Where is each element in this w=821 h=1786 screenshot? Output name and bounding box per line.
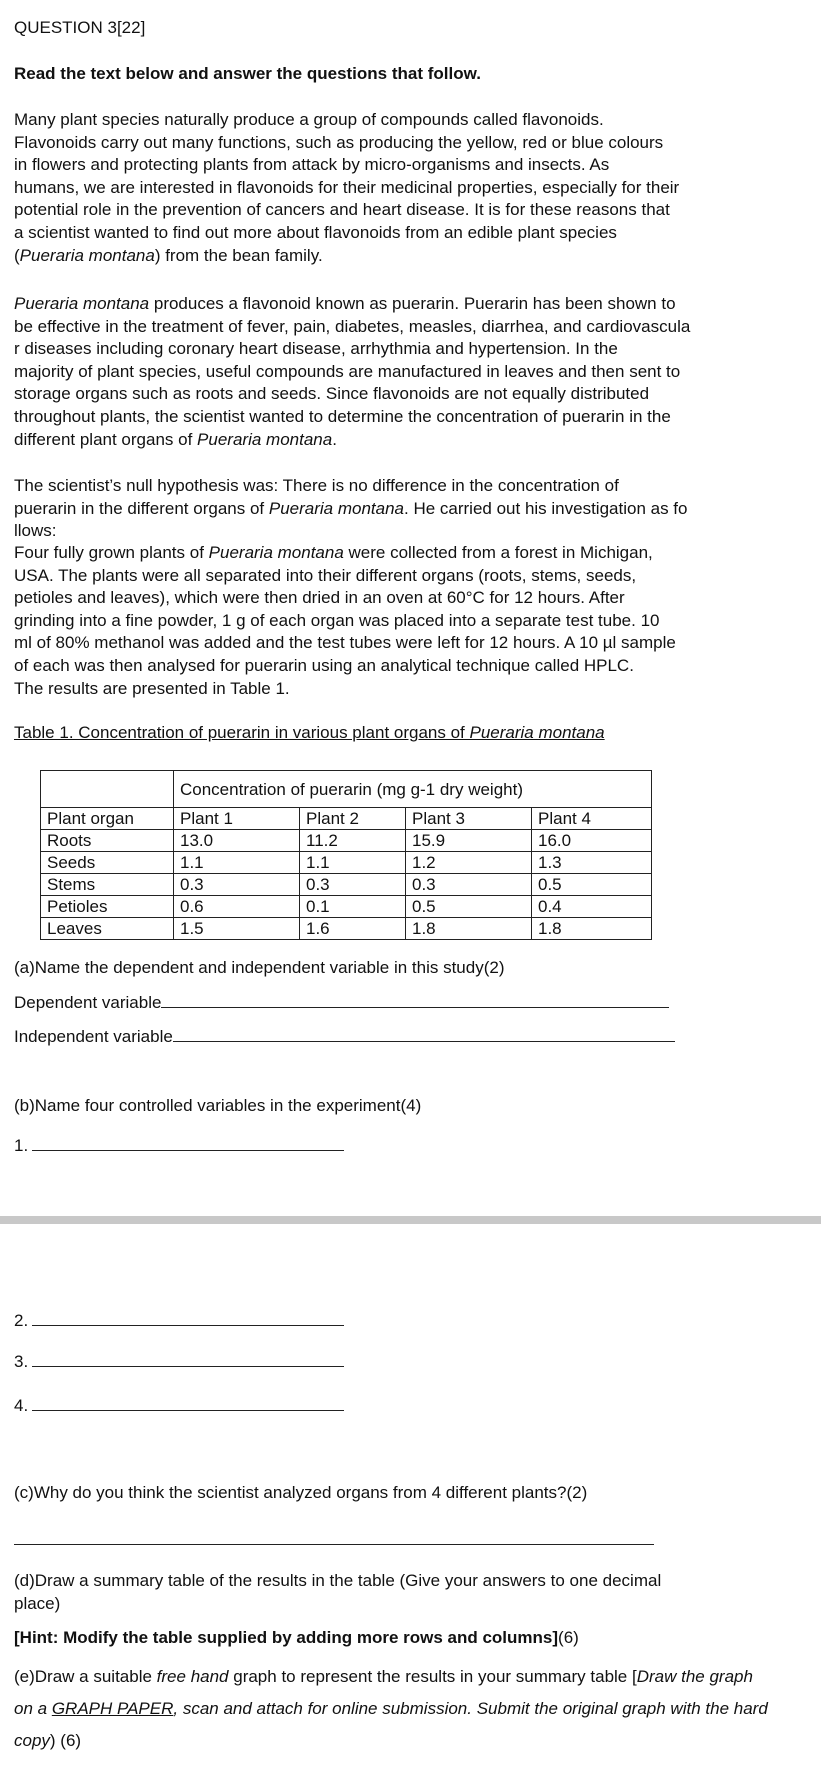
table-cell: Roots	[41, 830, 174, 852]
table-row	[41, 830, 652, 852]
paragraph-2: Pueraria montana produces a flavonoid known as puerarin. Puerarin has been shown to be effective in the treatment of fever, pain, diabetes, measles, diarrhea, and cardiovascula r diseases including coronary heart disease, arrhythmia and hypertension. In the majority of plant species, useful compounds are manufactured in leaves and then sent to storage organs such as roots and seeds. Since flavonoids are not equally distributed throughout plants, the scientist wanted to determine the concentration of puerarin in the different plant organs of Pueraria montana.	[14, 294, 691, 449]
table-cell: 1.5	[174, 918, 300, 940]
dependent-label: Dependent variable	[14, 993, 162, 1012]
species-name: Pueraria montana	[14, 294, 150, 313]
answer-line-2[interactable]	[32, 1311, 344, 1326]
answer-line-4[interactable]	[32, 1396, 344, 1411]
question-e-instruction: Draw the graph on a	[14, 1667, 753, 1718]
question-c-answer-line[interactable]	[14, 1530, 654, 1545]
paragraph-1-text: Many plant species naturally produce a group of compounds called flavonoids. Flavonoids carry out many functions, such as producing the yellow, red or blue colours in flowers and protecting plants from attack by micro-organisms and insects. As humans, we are interested in flavonoids for their medicinal properties, especially for their potential role in the prevention of cancers and heart disease. It is for these reasons that a scientist wanted to find out more about flavonoids from an edible plant species	[14, 110, 680, 242]
table-cell: 0.3	[406, 874, 532, 896]
table-cell: 1.8	[406, 918, 532, 940]
paragraph-3-end: . He carried out his investigation as fo llows:	[14, 498, 688, 541]
controlled-variable-1	[14, 1136, 344, 1156]
item-number: 4.	[14, 1396, 29, 1415]
puerarin-table	[40, 770, 652, 940]
paragraph-1-end: ) from the bean family.	[154, 245, 323, 265]
table-cell: 0.6	[174, 896, 300, 918]
table-cell: 13.0	[174, 830, 300, 852]
table-cell: 0.1	[300, 896, 406, 918]
species-name: Pueraria montana	[208, 543, 344, 562]
table-cell: 1.1	[174, 852, 300, 874]
dependent-answer-line[interactable]	[161, 993, 669, 1008]
table-corner-cell	[41, 771, 174, 808]
table-cell: 16.0	[532, 830, 652, 852]
paragraph-3-text: The scientist’s null hypothesis was: There is no difference in the concentration of puerarin in the different organs of	[14, 476, 619, 518]
hint-text: [Hint: Modify the table supplied by adding more rows and columns]	[14, 1628, 559, 1647]
table-header-cell: Plant 2	[300, 808, 406, 830]
paragraph-3	[14, 475, 774, 543]
table-cell: Seeds	[41, 852, 174, 874]
hint-row	[14, 1628, 579, 1648]
question-e-text-2: graph to represent the results in your summary table [	[228, 1667, 637, 1686]
table-row	[41, 852, 652, 874]
table-cell: Stems	[41, 874, 174, 896]
species-name: Pueraria montana	[469, 723, 605, 742]
table-header-cell: Plant 1	[174, 808, 300, 830]
question-a: (a)Name the dependent and independent variable in this study(2)	[14, 958, 505, 977]
species-name: Pueraria montana	[268, 498, 404, 518]
table-header-row	[41, 808, 652, 830]
table-cell: 11.2	[300, 830, 406, 852]
paragraph-4	[14, 542, 774, 700]
table-cell: Leaves	[41, 918, 174, 940]
independent-answer-row	[14, 1027, 675, 1047]
table-header-cell: Plant organ	[41, 808, 174, 830]
paragraph-1: Many plant species naturally produce a group of compounds called flavonoids. Flavonoids carry out many functions, such as producing the yellow, red or blue colours in flowers and protecting plants from attack by micro-organisms and insects. As humans, we are interested in flavonoids for their medicinal properties, especially for their potential role in the prevention of cancers and heart disease. It is for these reasons that a scientist wanted to find out more about flavonoids from an edible plant species (Pueraria montana) from the bean family.	[14, 110, 680, 265]
question-b: (b)Name four controlled variables in the experiment(4)	[14, 1096, 422, 1115]
table-row	[41, 874, 652, 896]
dependent-answer-row	[14, 993, 669, 1013]
table-cell: 1.8	[532, 918, 652, 940]
answer-line-3[interactable]	[32, 1352, 344, 1367]
table-cell: 0.3	[300, 874, 406, 896]
table-cell: 15.9	[406, 830, 532, 852]
hint-marks: (6)	[558, 1628, 579, 1647]
paragraph-4-text: Four fully grown plants of	[14, 543, 209, 562]
independent-label: Independent variable	[14, 1027, 173, 1046]
table-cell: 1.2	[406, 852, 532, 874]
table-caption	[14, 723, 605, 743]
item-number: 2.	[14, 1311, 29, 1330]
paragraph-4-end: were collected from a forest in Michigan, USA. The plants were all separated into their different organs (roots, stems, seeds, petioles and leaves), which were then dried in an oven at 60°C for 12 hours. After grinding into a fine powder, 1 g of each organ was placed into a separate test tube. 10 ml of 80% methanol was added and the test tubes were left for 12 hours. A 10 µl sample of each was then analysed for puerarin using an analytical technique called HPLC. The results are presented in Table 1.	[14, 543, 676, 698]
question-title: QUESTION 3[22]	[14, 18, 146, 37]
instruction: Read the text below and answer the questions that follow.	[14, 64, 481, 83]
table-cell: 1.3	[532, 852, 652, 874]
species-name: Pueraria montana	[19, 245, 155, 265]
question-d: (d)Draw a summary table of the results in the table (Give your answers to one decimal place)	[14, 1571, 662, 1613]
question-e-marks: ) (6)	[49, 1731, 82, 1750]
table-cell: 0.4	[532, 896, 652, 918]
table-cell: 1.6	[300, 918, 406, 940]
controlled-variable-3	[14, 1352, 344, 1372]
table-cell: 0.3	[174, 874, 300, 896]
table-group-header: Concentration of puerarin (mg g-1 dry weight)	[174, 771, 652, 808]
independent-answer-line[interactable]	[173, 1027, 675, 1042]
question-e-text: (e)Draw a suitable	[14, 1667, 157, 1686]
paragraph-2-text: produces a flavonoid known as puerarin. Puerarin has been shown to be effective in the treatment of fever, pain, diabetes, measles, diarrhea, and cardiovascula r diseases including coronary heart disease, arrhythmia and hypertension. In the majority of plant species, useful compounds are manufactured in leaves and then sent to storage organs such as roots and seeds. Since flavonoids are not equally distributed throughout plants, the scientist wanted to determine the concentration of puerarin in the different plant organs of	[14, 294, 691, 449]
page-separator	[0, 1216, 821, 1224]
question-c: (c)Why do you think the scientist analyzed organs from 4 different plants?(2)	[14, 1483, 588, 1502]
item-number: 3.	[14, 1352, 29, 1371]
table-caption-text: Table 1. Concentration of puerarin in various plant organs of	[14, 723, 470, 742]
question-e-graph-paper: GRAPH PAPER	[51, 1699, 174, 1718]
question-e-free-hand: free hand	[156, 1667, 229, 1686]
item-number: 1.	[14, 1136, 29, 1155]
table-cell: 0.5	[406, 896, 532, 918]
question-c-answer-row	[14, 1530, 654, 1550]
answer-line-1[interactable]	[32, 1136, 344, 1151]
table-cell: 0.5	[532, 874, 652, 896]
table-header-cell: Plant 4	[532, 808, 652, 830]
table-row	[41, 918, 652, 940]
table-header-cell: Plant 3	[406, 808, 532, 830]
table-cell: Petioles	[41, 896, 174, 918]
controlled-variable-2	[14, 1311, 344, 1331]
table-group-header-row	[41, 771, 652, 808]
table-cell: 1.1	[300, 852, 406, 874]
question-e	[14, 1661, 774, 1757]
table-row	[41, 896, 652, 918]
species-name: Pueraria montana	[197, 429, 333, 449]
controlled-variable-4	[14, 1396, 344, 1416]
question-e-instruction-2: , scan and attach for online submission. Submit the original graph with the hard copy	[14, 1699, 768, 1750]
